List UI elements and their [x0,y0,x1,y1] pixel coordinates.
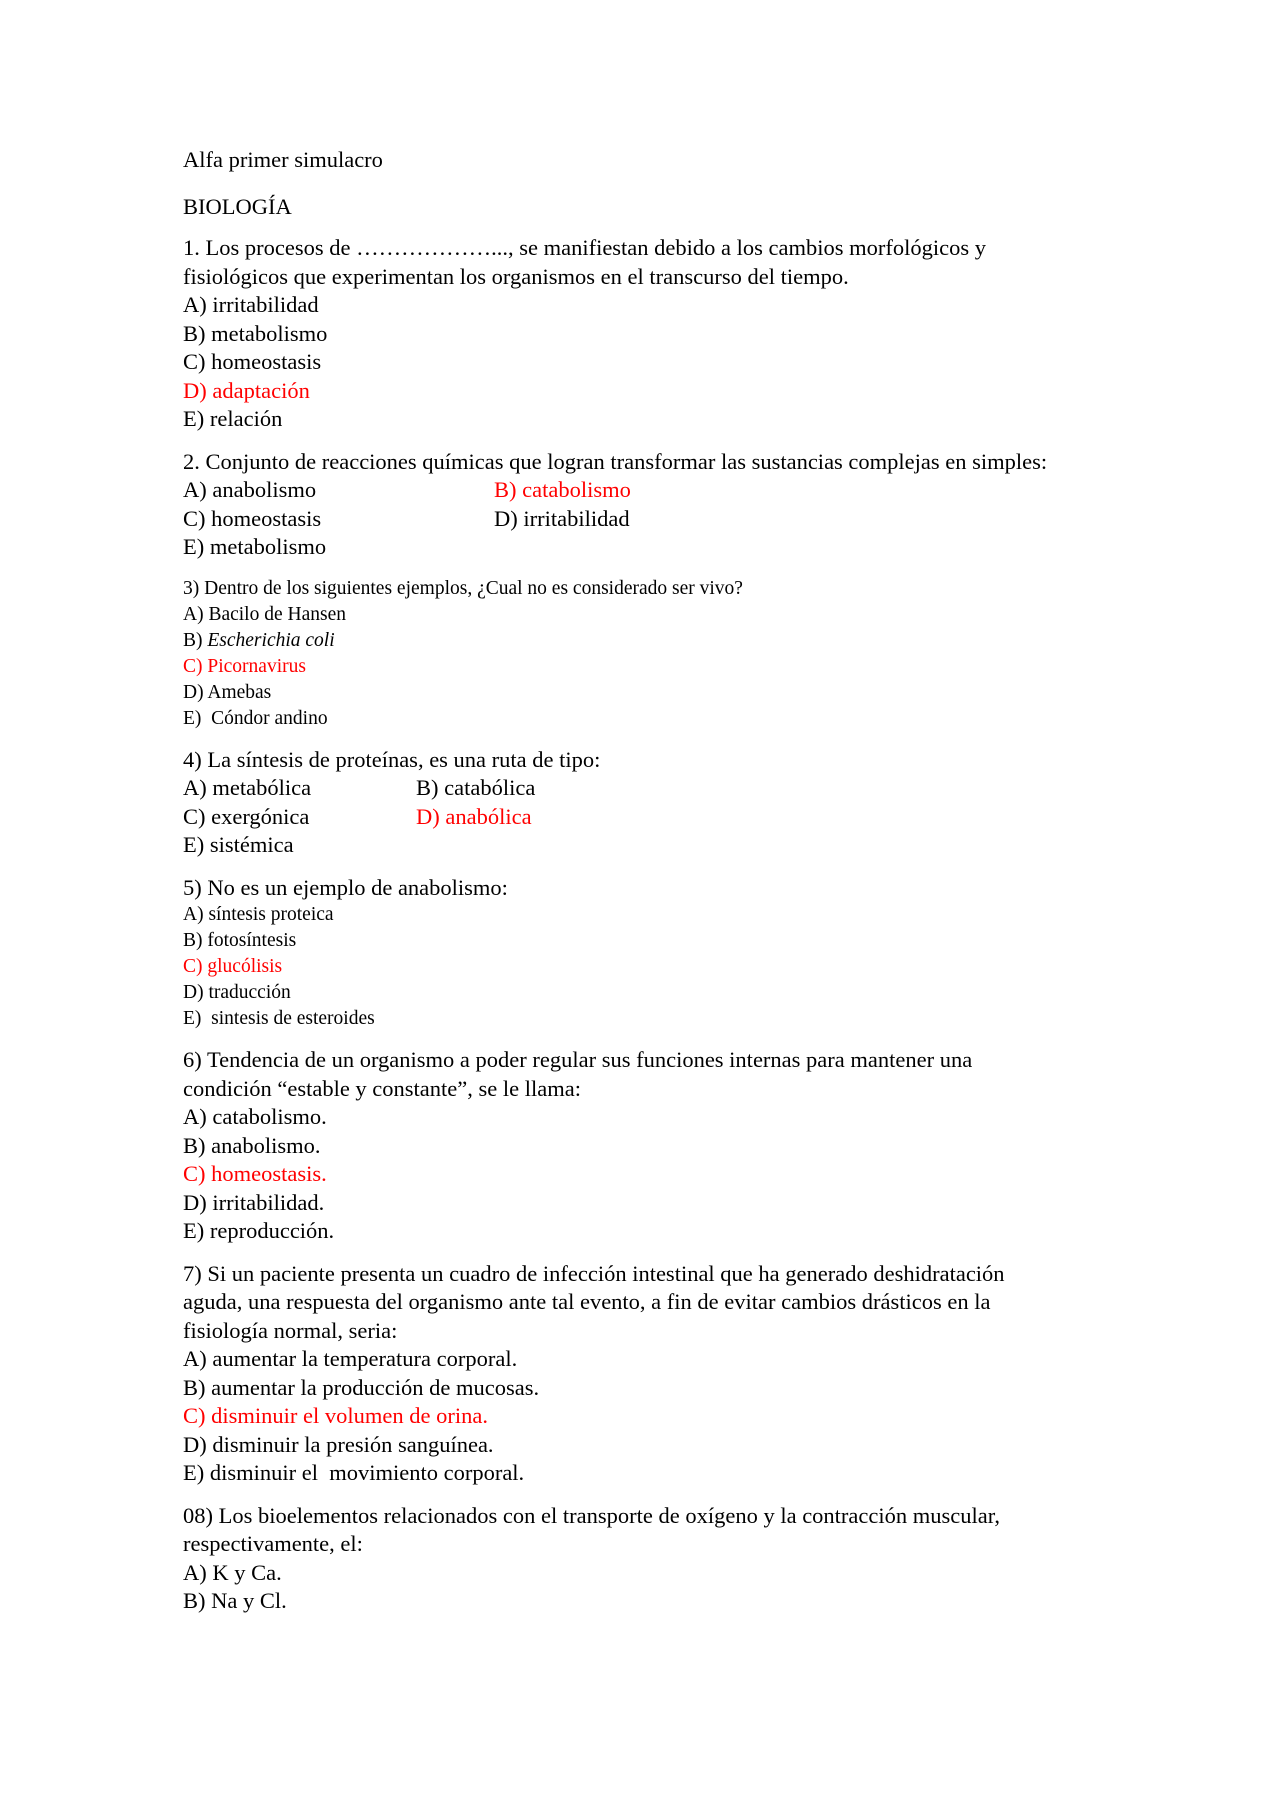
option-e: E) sistémica [183,832,294,857]
option-b-correct: B) catabolismo [494,477,631,502]
option-e: E) Cóndor andino [183,707,328,729]
option-c: C) homeostasis [183,505,322,531]
question-stem: 2. Conjunto de reacciones químicas que logran transformar las sustancias complejas en simples: [183,448,1048,474]
options-row [183,476,1183,505]
option-b-prefix: B) [183,629,208,651]
option-a: A) irritabilidad [183,292,319,317]
option-b: B) anabolismo. [183,1132,321,1158]
section-heading: BIOLOGÍA [183,193,292,219]
option-b-species: Escherichia coli [207,629,335,651]
option-c: C) exergónica [183,803,310,829]
option-e: E) metabolismo [183,534,327,559]
option-a: A) metabólica [183,775,312,800]
question-2 [183,448,1183,562]
option-d: D) Amebas [183,681,272,703]
document-title: Alfa primer simulacro [183,147,383,172]
option-e: E) relación [183,406,283,431]
option-a: A) síntesis proteica [183,904,334,925]
option-d: D) irritabilidad. [183,1189,325,1215]
option-a: A) Bacilo de Hansen [183,603,346,625]
options-row [183,774,1183,803]
option-b: B) catabólica [416,775,536,800]
option-d: D) irritabilidad [494,505,630,531]
option-b: B) Na y Cl. [183,1588,287,1613]
question-stem: 08) Los bioelementos relacionados con el transporte de oxígeno y la contracción muscular, [183,1502,1000,1528]
question-5 [183,874,1183,1033]
options-row [183,803,1183,832]
question-stem: fisiológicos que experimentan los organismos en el transcurso del tiempo. [183,263,849,289]
exam-document [183,146,1183,1630]
question-stem: 3) Dentro de los siguientes ejemplos, ¿Cual no es considerado ser vivo? [183,577,743,599]
option-c-correct: C) homeostasis. [183,1161,327,1186]
options-row [183,505,1183,534]
option-a: A) anabolismo [183,477,317,502]
question-8 [183,1502,1183,1616]
question-1 [183,234,1183,434]
question-stem: 5) No es un ejemplo de anabolismo: [183,874,508,900]
question-4 [183,746,1183,860]
option-a: A) catabolismo. [183,1104,327,1129]
question-7 [183,1260,1183,1488]
option-d-correct: D) adaptación [183,377,310,403]
question-stem: 6) Tendencia de un organismo a poder regular sus funciones internas para mantener una [183,1047,973,1072]
question-stem: 7) Si un paciente presenta un cuadro de infección intestinal que ha generado deshidratación [183,1260,1005,1286]
option-a: A) aumentar la temperatura corporal. [183,1346,518,1371]
option-d-correct: D) anabólica [416,803,532,829]
option-b: B) fotosíntesis [183,930,297,951]
option-a: A) K y Ca. [183,1559,282,1585]
question-stem: 4) La síntesis de proteínas, es una ruta de tipo: [183,746,601,772]
option-c: C) homeostasis [183,349,322,374]
option-b: B) metabolismo [183,320,328,346]
option-c-correct: C) glucólisis [183,956,283,977]
option-b: B) aumentar la producción de mucosas. [183,1374,540,1400]
question-stem: respectivamente, el: [183,1531,363,1556]
question-6 [183,1046,1183,1246]
option-d: D) traducción [183,982,291,1003]
option-b [183,628,1183,654]
question-stem: 1. Los procesos de ………………..., se manifiestan debido a los cambios morfológicos y [183,235,986,260]
options-list [183,902,1183,1032]
question-stem: fisiología normal, seria: [183,1317,398,1343]
option-d: D) disminuir la presión sanguínea. [183,1431,494,1457]
option-c-correct: C) disminuir el volumen de orina. [183,1403,488,1428]
option-e: E) disminuir el movimiento corporal. [183,1460,525,1485]
option-c-correct: C) Picornavirus [183,655,306,677]
option-e: E) sintesis de esteroides [183,1008,375,1029]
option-e: E) reproducción. [183,1218,335,1243]
question-3 [183,576,1183,732]
question-stem: aguda, una respuesta del organismo ante tal evento, a fin de evitar cambios drásticos en la [183,1289,991,1314]
question-stem: condición “estable y constante”, se le llama: [183,1075,581,1101]
